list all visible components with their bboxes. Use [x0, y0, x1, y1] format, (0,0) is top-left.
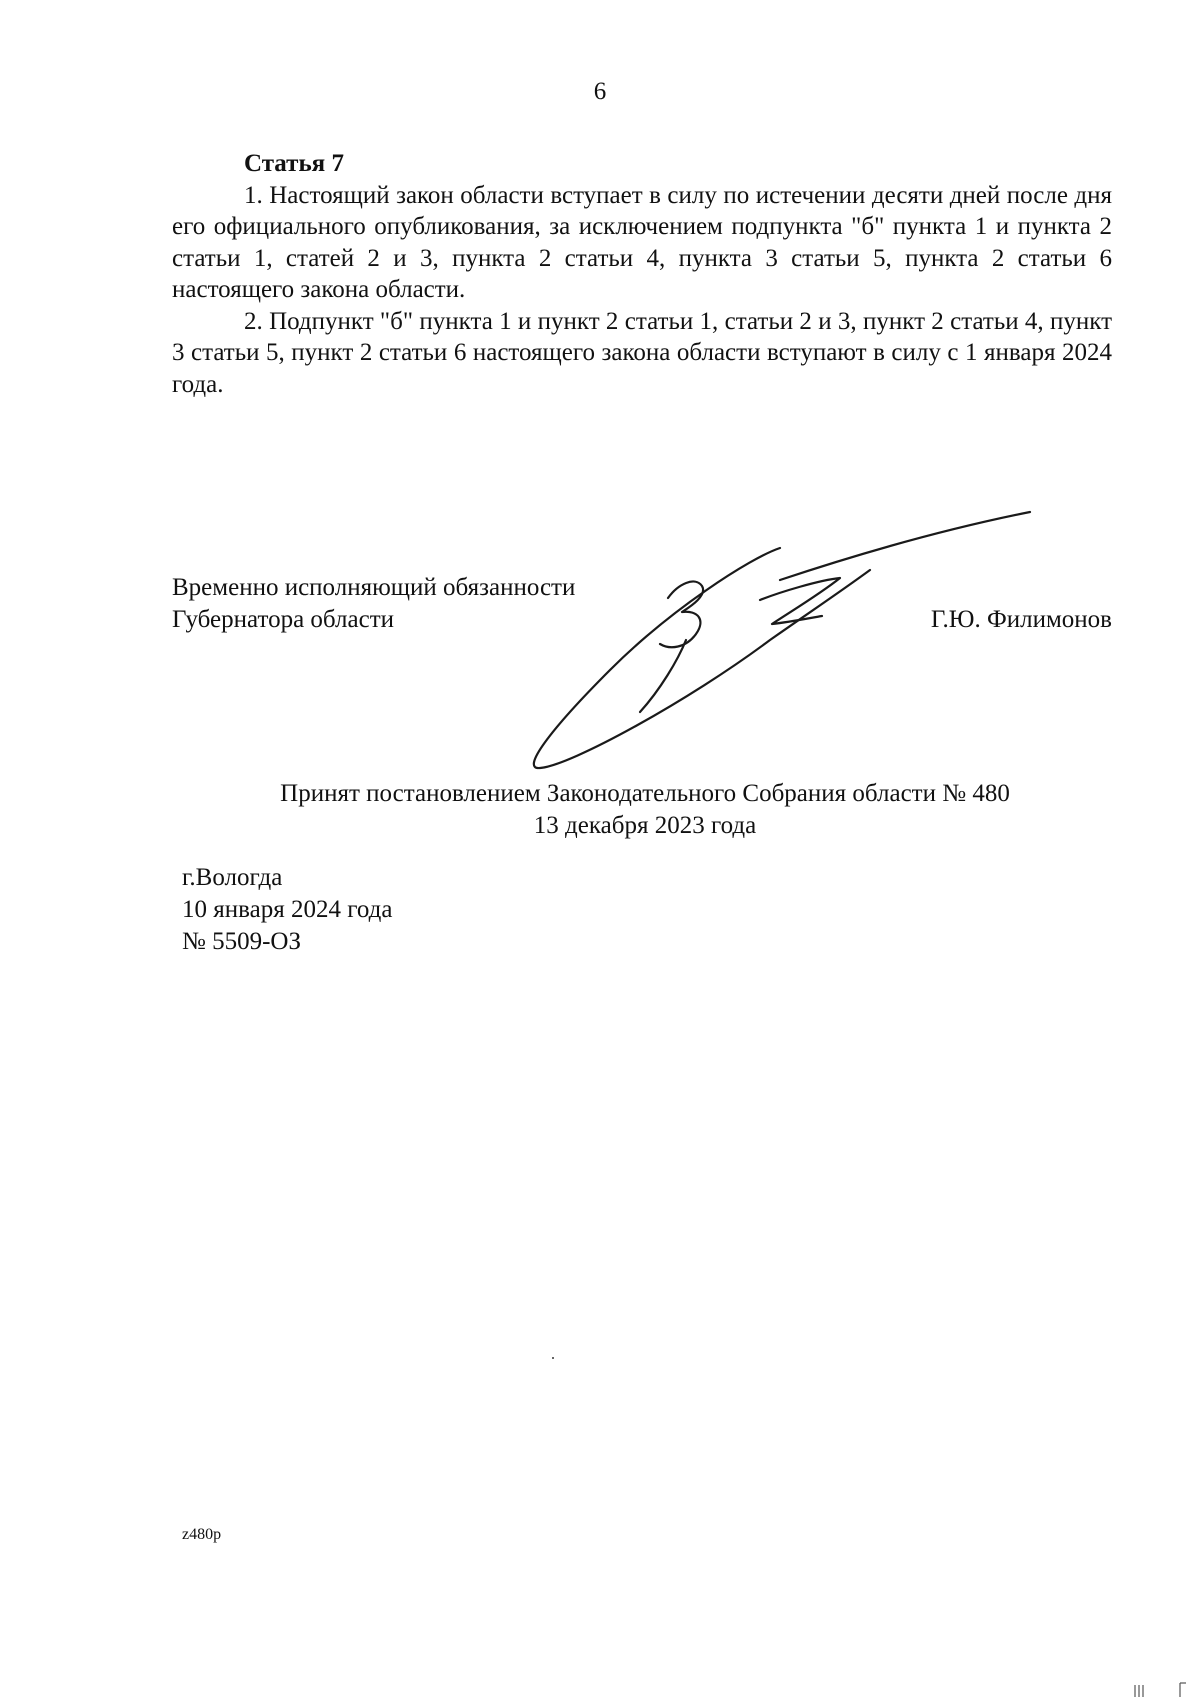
adoption-info [0, 778, 1200, 842]
signer-position-line: Временно исполняющий обязанности [172, 574, 576, 601]
handwritten-signature [510, 500, 1050, 780]
adoption-date: 13 декабря 2023 года [533, 812, 757, 839]
page-number: 6 [593, 78, 607, 105]
scan-speck [552, 1357, 554, 1359]
law-number: № 5509-ОЗ [182, 928, 302, 955]
scan-edge-marks [1050, 1677, 1200, 1697]
city: г.Вологда [182, 864, 283, 891]
signing-date: 10 января 2024 года [182, 896, 393, 923]
place-date-block [182, 862, 392, 958]
article-paragraph: 1. Настоящий закон области вступает в силу по истечении десяти дней после дня его официального опубликования, за исключением подпункта "б" пункта 1 и пункта 2 статьи 1, статей 2 и 3, пункта 2 статьи 4, пункта 3 статьи 5, пункта 2 статьи 6 настоящего закона области. [172, 181, 1112, 303]
adoption-line: Принят постановлением Законодательного Собрания области № 480 [280, 780, 1010, 807]
signer-name: Г.Ю. Филимонов [930, 606, 1112, 633]
article-paragraph: 2. Подпункт "б" пункта 1 и пункт 2 статьи 1, статьи 2 и 3, пункт 2 статьи 4, пункт 3 статьи 5, пункт 2 статьи 6 настоящего закона области вступают в силу с 1 января 2024 года. [172, 307, 1112, 398]
document-code: z480p [182, 1526, 222, 1543]
signer-position-line: Губернатора области [172, 606, 394, 633]
article-section [172, 148, 1112, 400]
article-title: Статья 7 [244, 150, 344, 177]
